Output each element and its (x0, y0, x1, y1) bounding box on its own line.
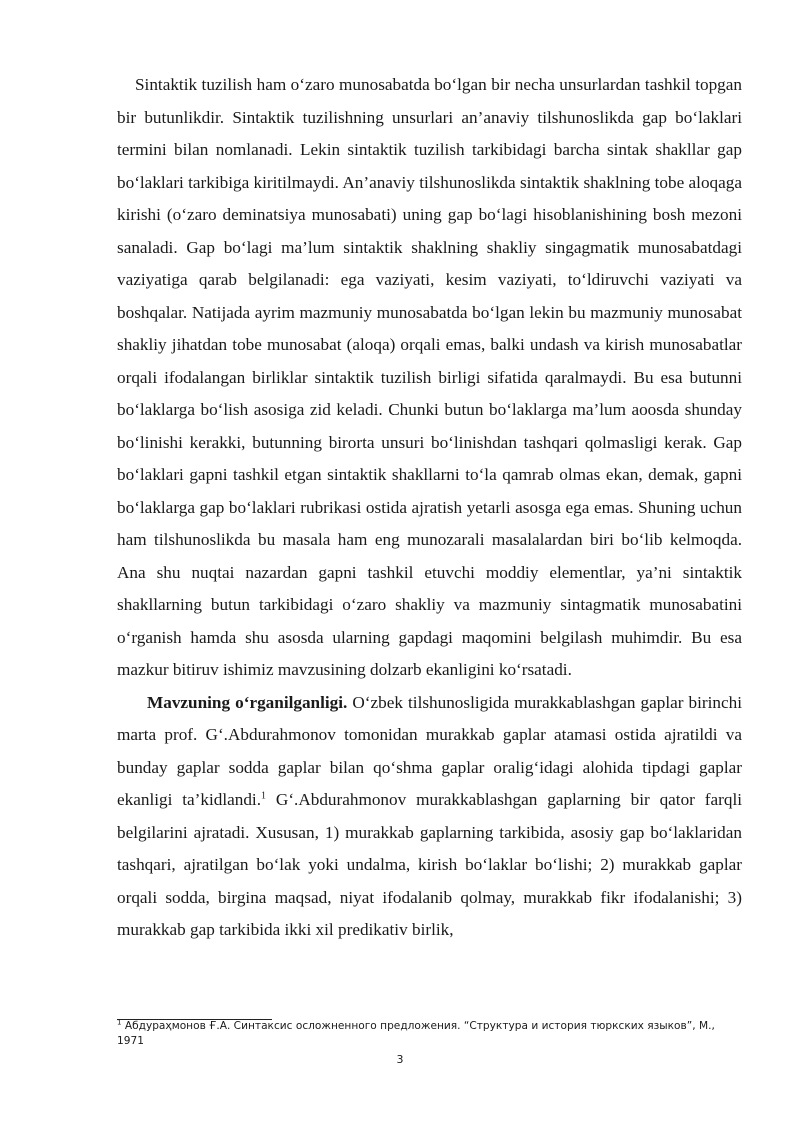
paragraph-1: Sintaktik tuzilish ham o‘zaro munosabatda bo‘lgan bir necha unsurlardan tashkil topgan bir butunlikdir. Sintaktik tuzilishning unsurlari an’anaviy tilshunoslikda gap bo‘laklari termini bilan nomlanadi. Lekin sintaktik tuzilish tarkibidagi barcha sintak shakllar gap bo‘laklari tarkibiga kiritilmaydi. An’anaviy tilshunoslikda sintaktik shaklning tobe aloqaga kirishi (o‘zaro deminatsiya munosabati) uning gap bo‘lagi hisoblanishining bosh mezoni sanaladi. Gap bo‘lagi ma’lum sintaktik shaklning shakliy singagmatik munosabatdagi vaziyatiga qarab belgilanadi: ega vaziyati, kesim vaziyati, to‘ldiruvchi vaziyati va boshqalar. Natijada ayrim mazmuniy munosabatda bo‘lgan lekin bu mazmuniy munosabat shakliy jihatdan tobe munosabat (aloqa) orqali emas, balki undash va kirish munosabatlar orqali ifodalangan birliklar sintaktik tuzilish birligi sifatida qaralmaydi. Bu esa butunni bo‘laklarga bo‘lish asosiga zid keladi. Chunki butun bo‘laklarga ma’lum aoosda shunday bo‘linishi kerakki, butunning birorta unsuri bo‘linishdan tashqari qolmasligi kerak. Gap bo‘laklari gapni tashkil etgan sintaktik shakllarni to‘la qamrab olmas ekan, demak, gapni bo‘laklarga gap bo‘laklari rubrikasi ostida ajratish yetarli asosga ega emas. Shuning uchun ham tilshunoslikda bu masala ham eng munozarali masalalardan biri bo‘lib kelmoqda. Ana shu nuqtai nazardan gapni tashkil etuvchi moddiy elementlar, ya’ni sintaktik shakllarning butun tarkibidagi o‘zaro shakliy va mazmuniy sintagmatik munosabatini o‘rganish hamda shu asosda ularning gapdagi maqomini belgilash muhimdir. Bu esa mazkur bitiruv ishimiz mavzusining dolzarb ekanligini ko‘rsatadi. (117, 75, 742, 679)
page-number: 3 (396, 1053, 404, 1066)
paragraph-2-text-b: G‘.Abdurahmonov murakkablashgan gaplarning bir qator farqli belgilarini ajratadi. Xususan, 1) murakkab gaplarning tarkibida, asosiy gap bo‘laklaridan tashqari, ajratilgan bo‘lak yoki undalma, kirish bo‘laklar bo‘lishi; 2) murakkab gaplar orqali sodda, birgina maqsad, niyat ifodalanib qolmay, murakkab fikr ifodalanishi; 3) murakkab gap tarkibida ikki xil predikativ birlik, (117, 790, 743, 939)
body-text (117, 69, 742, 947)
footnote-text: Абдураҳмонов Ғ.А. Синтаксис осложненного предложения. “Структура и история тюркских языков”, М., 1971 (117, 1020, 715, 1047)
paragraph-2 (117, 687, 742, 947)
paragraph-2-text-a: O‘zbek tilshunosligida murakkablashgan gaplar birinchi marta prof. G‘.Abdurahmonov tomonidan murakkab gaplar atamasi ostida ajratildi va bunday gaplar sodda gaplar bilan qo‘shma gaplar oralig‘idagi alohida tipdagi gaplar ekanligi ta’kidlandi. (117, 692, 742, 809)
footnote-reference[interactable]: 1 (261, 790, 267, 802)
section-lead-heading: Mavzuning o‘rganilganligi. (147, 692, 348, 712)
footnote (117, 1019, 717, 1049)
footnote-marker: 1 (117, 1018, 122, 1027)
